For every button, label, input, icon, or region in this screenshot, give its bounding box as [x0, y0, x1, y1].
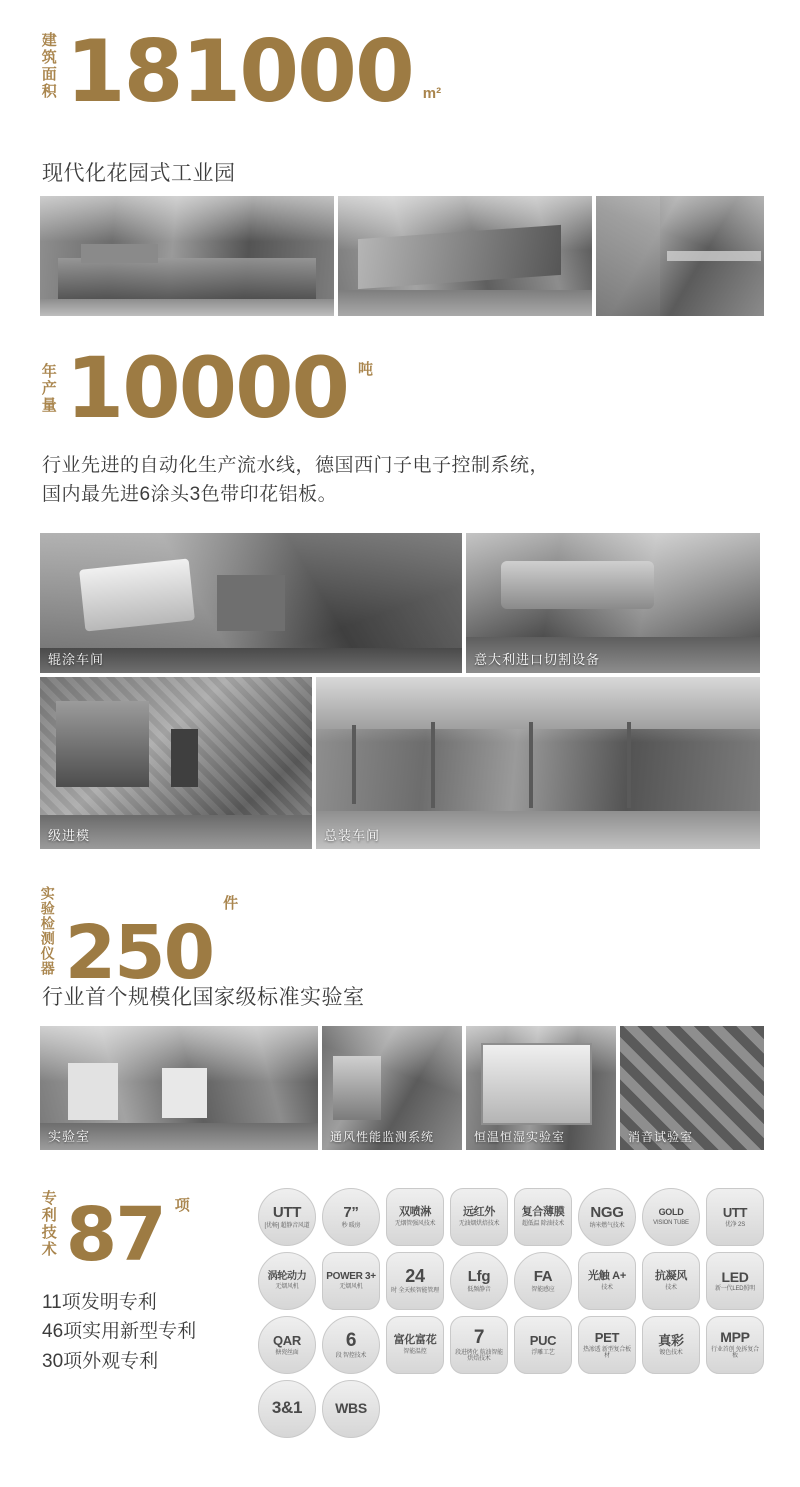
stat-floor-area	[39, 22, 442, 123]
badge-title: 富化富花	[393, 1334, 437, 1347]
photo-industrial-park-1	[40, 196, 334, 316]
patent-list	[42, 1288, 196, 1376]
badge-subtitle: 无油烟烘焙技术	[458, 1220, 500, 1227]
photo-caption: 级进模	[48, 828, 91, 843]
badge-utt	[258, 1188, 316, 1246]
badge-title: 3&1	[271, 1398, 303, 1418]
photo-caption: 总装车间	[324, 828, 381, 843]
stat-floor-area-unit: m²	[422, 85, 442, 102]
badge-power-3-plus	[322, 1252, 380, 1310]
badge-subtitle: 纳米燃气技术	[589, 1222, 625, 1229]
photo-caption: 通风性能监测系统	[330, 1130, 435, 1144]
badge-subtitle: 行业首创 免拆复合板	[711, 1347, 759, 1360]
badge-double-spray	[386, 1188, 444, 1246]
badge-row	[258, 1252, 764, 1310]
badge-7-stage-baking	[450, 1316, 508, 1374]
annual-output-description	[42, 452, 762, 509]
badge-title: 涡轮动力	[267, 1270, 307, 1282]
stat-lab-instruments-number: 250	[64, 910, 214, 997]
badge-title: UTT	[272, 1203, 302, 1221]
badge-subtitle: 优净 2S	[724, 1221, 745, 1228]
badge-title: 抗凝风	[654, 1270, 688, 1283]
production-photo-row-2	[40, 677, 760, 849]
badge-subtitle: 技术	[601, 1284, 613, 1291]
badge-title: 真彩	[658, 1333, 684, 1349]
annual-output-desc-line-2: 国内最先进6涂头3色带印花铝板。	[42, 483, 338, 505]
technology-badge-grid	[258, 1188, 764, 1438]
badge-fa	[514, 1252, 572, 1310]
stat-patents-number: 87	[65, 1192, 165, 1279]
badge-title: 双喷淋	[398, 1206, 432, 1219]
badge-subtitle: 浮雕工艺	[531, 1349, 555, 1356]
badge-subtitle: 无烟风机	[275, 1284, 299, 1291]
badge-subtitle: 技术	[665, 1284, 677, 1291]
photo-ventilation-monitoring-system	[322, 1026, 462, 1150]
photo-constant-temp-humidity-lab	[466, 1026, 616, 1150]
photo-progressive-die	[40, 677, 312, 849]
stat-annual-output	[39, 339, 374, 437]
badge-title: 远红外	[462, 1206, 496, 1219]
stat-patents-label: 专利技术	[39, 1190, 57, 1258]
badge-subtitle: 无烟风机	[339, 1284, 363, 1291]
badge-title: LED	[721, 1268, 749, 1285]
stat-lab-instruments-unit: 件	[223, 895, 239, 912]
badge-title: 7	[473, 1326, 485, 1348]
floor-area-description: 现代化花园式工业园	[42, 162, 236, 185]
badge-row	[258, 1188, 764, 1246]
lab-photo-row	[40, 1026, 764, 1150]
floor-area-photo-row	[40, 196, 764, 316]
stat-lab-instruments-label: 实验检测仪器	[39, 886, 56, 976]
badge-enamel-coating	[386, 1316, 444, 1374]
badge-title: MPP	[720, 1329, 750, 1346]
badge-subtitle: 新一代LED照明	[714, 1286, 756, 1293]
badge-title: 24	[405, 1266, 425, 1287]
badge-title: FA	[533, 1267, 553, 1285]
badge-wbs	[322, 1380, 380, 1438]
badge-title: 复合薄膜	[521, 1206, 565, 1219]
badge-title: NGG	[590, 1203, 624, 1221]
lab-description: 行业首个规模化国家级标准实验室	[42, 986, 365, 1009]
badge-subtitle: 镀色技术	[659, 1349, 683, 1356]
badge-composite-film	[514, 1188, 572, 1246]
badge-row	[258, 1380, 764, 1438]
photo-caption: 辊涂车间	[48, 652, 105, 667]
badge-far-infrared	[450, 1188, 508, 1246]
badge-title: GOLD	[658, 1207, 684, 1218]
badge-subtitle: VISION TUBE	[653, 1219, 689, 1226]
photo-industrial-park-3	[596, 196, 764, 316]
production-photo-row-1	[40, 533, 760, 673]
badge-subtitle: [优畅] 超静音风道	[264, 1222, 310, 1229]
photo-caption: 消音试验室	[628, 1130, 694, 1144]
badge-title: Lfg	[467, 1267, 491, 1285]
stat-annual-output-unit: 吨	[358, 361, 374, 378]
photo-laboratory	[40, 1026, 318, 1150]
badge-subtitle: 热渗透 新型复合板材	[583, 1346, 631, 1359]
patent-list-item: 30项外观专利	[42, 1350, 159, 1372]
badge-7-second-heating	[322, 1188, 380, 1246]
badge-subtitle: 段 智控技术	[335, 1352, 367, 1359]
badge-subtitle: 超低温 除油技术	[521, 1220, 565, 1227]
badge-title: PUC	[529, 1333, 557, 1349]
badge-anti-condensation	[642, 1252, 700, 1310]
badge-title: UTT	[722, 1205, 748, 1221]
badge-ngg	[578, 1188, 636, 1246]
badge-subtitle: 无烟管强风技术	[394, 1220, 436, 1227]
stat-patents-unit: 项	[174, 1197, 190, 1214]
photo-anechoic-chamber	[620, 1026, 764, 1150]
badge-6-stage-control	[322, 1316, 380, 1374]
badge-title: 光触 A+	[588, 1270, 626, 1283]
badge-24-hour	[386, 1252, 444, 1310]
stat-floor-area-number: 181000	[65, 22, 413, 123]
badge-photocatalyst-a-plus	[578, 1252, 636, 1310]
badge-subtitle: 智能温控	[403, 1348, 427, 1355]
badge-turbo-power	[258, 1252, 316, 1310]
photo-caption: 实验室	[48, 1129, 91, 1144]
stat-floor-area-label: 建筑面积	[39, 32, 57, 100]
photo-industrial-park-2	[338, 196, 592, 316]
photo-roller-coating-workshop	[40, 533, 462, 673]
badge-true-color	[642, 1316, 700, 1374]
stat-patents	[39, 1190, 190, 1279]
stat-lab-instruments	[39, 886, 239, 997]
badge-row	[258, 1316, 764, 1374]
photo-caption: 恒温恒湿实验室	[474, 1130, 566, 1144]
badge-title: POWER 3+	[326, 1270, 376, 1282]
badge-subtitle: 秒 暖房	[341, 1222, 361, 1229]
badge-title: QAR	[273, 1333, 301, 1349]
stat-annual-output-number: 10000	[65, 339, 348, 437]
badge-3-and-1	[258, 1380, 316, 1438]
badge-puc-relief-process	[514, 1316, 572, 1374]
badge-subtitle: 时 全天候智能管理	[391, 1288, 439, 1295]
patent-list-item: 46项实用新型专利	[42, 1321, 197, 1343]
badge-title: 6	[345, 1329, 357, 1351]
badge-lfg	[450, 1252, 508, 1310]
badge-gold-vision-tube	[642, 1188, 700, 1246]
badge-pet-thermal-penetration	[578, 1316, 636, 1374]
badge-led	[706, 1252, 764, 1310]
photo-final-assembly-workshop	[316, 677, 760, 849]
stat-annual-output-label: 年产量	[39, 363, 57, 415]
badge-utt-2s	[706, 1188, 764, 1246]
badge-subtitle: 段进烤化 航油智能烘焙技术	[455, 1349, 503, 1362]
badge-mpp	[706, 1316, 764, 1374]
badge-subtitle: 搪瓷丝面	[275, 1349, 299, 1356]
photo-caption: 意大利进口切割设备	[474, 652, 601, 667]
patent-list-item: 11项发明专利	[42, 1292, 157, 1313]
badge-title: WBS	[335, 1399, 367, 1416]
annual-output-desc-line-1: 行业先进的自动化生产流水线，德国西门子电子控制系统，	[42, 455, 550, 476]
badge-title: PET	[594, 1329, 620, 1345]
badge-subtitle: 低频静音	[467, 1286, 491, 1293]
badge-title: 7”	[343, 1203, 359, 1221]
badge-qar	[258, 1316, 316, 1374]
badge-subtitle: 智能感应	[531, 1286, 555, 1293]
photo-italian-cutting-equipment	[466, 533, 760, 673]
